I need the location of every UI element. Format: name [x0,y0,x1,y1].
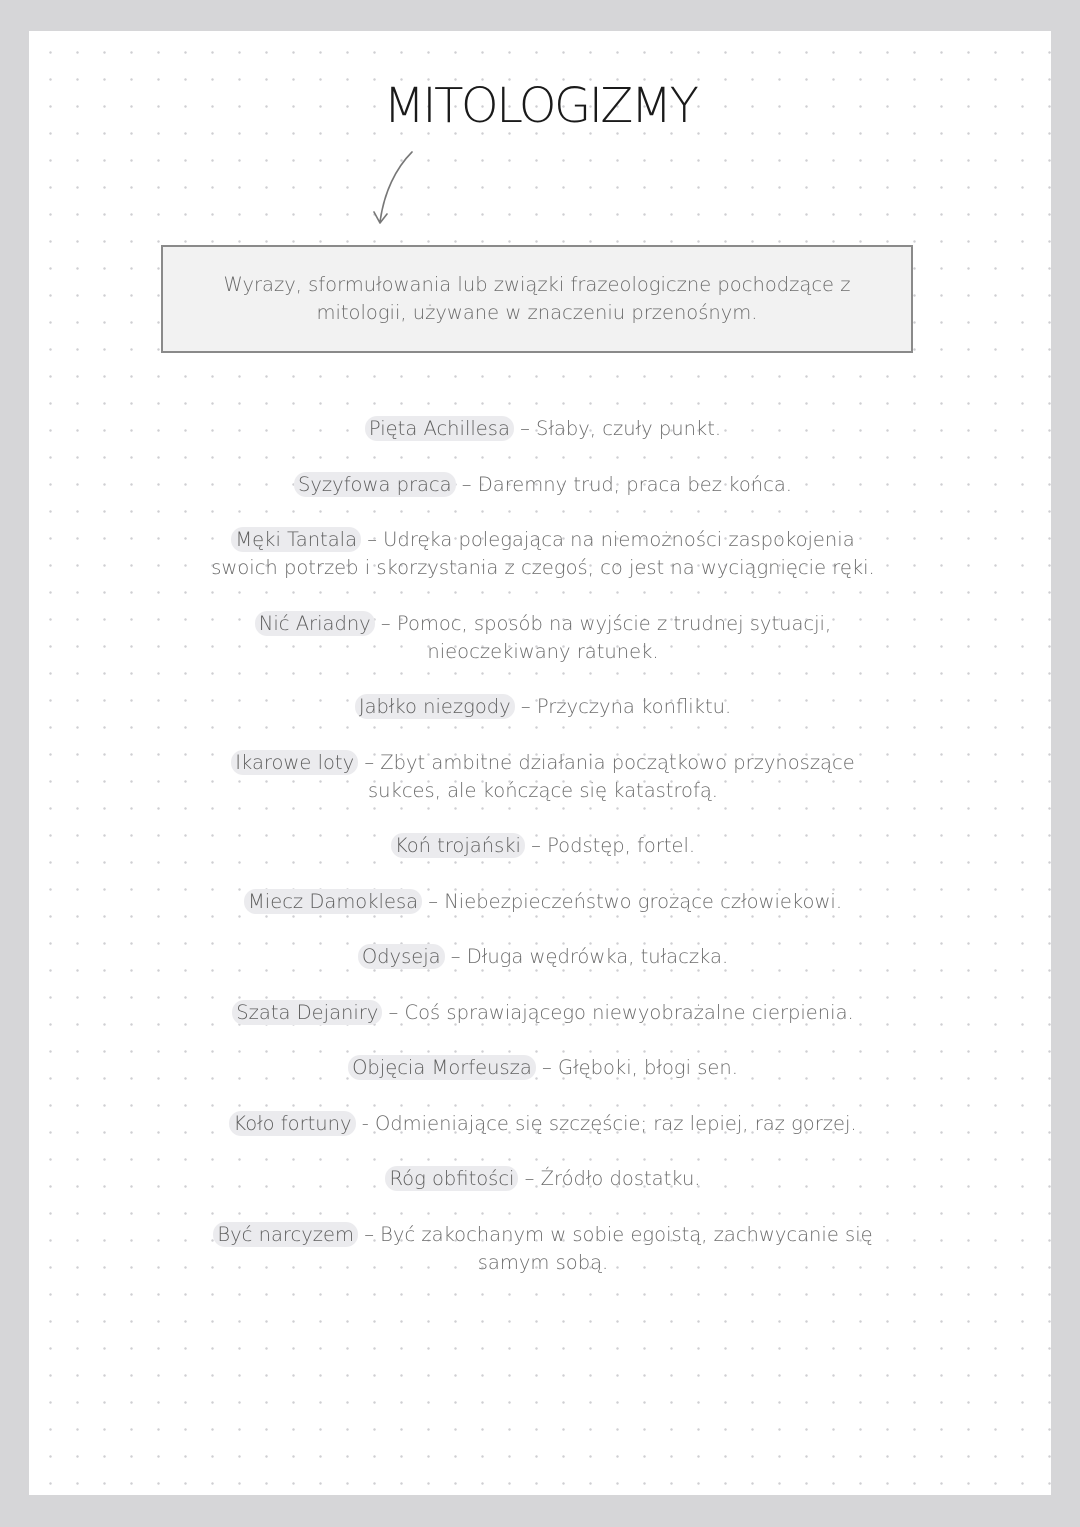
term-meaning: – Podstęp, fortel. [524,834,696,857]
term-meaning: – Przyczyna konfliktu. [514,695,732,718]
page-title: MITOLOGIZMY [383,78,697,134]
list-item [200,832,886,860]
term-highlight: Syzyfowa praca [294,472,456,497]
term-highlight: Ikarowe loty [231,750,358,775]
definition-box [161,245,913,353]
term-meaning: – Zbyt ambitne działania początkowo przynoszące sukces, ale kończące się katastrofą. [358,750,855,802]
term-highlight: Szata Dejaniry [232,1000,382,1025]
term-highlight: Odyseja [358,944,445,969]
term-highlight: Pięta Achillesa [365,416,514,441]
arrow-down-icon [370,148,420,230]
list-item [200,1110,886,1138]
term-meaning: – Niebezpieczeństwo grożące człowiekowi. [422,889,843,913]
term-highlight: Koło fortuny [229,1111,355,1136]
term-highlight: Męki Tantala [231,527,361,552]
mythologism-list [200,415,886,1304]
list-item [200,693,886,721]
term-highlight: Być narcyzem [213,1222,358,1247]
term-highlight: Miecz Damoklesa [244,889,422,914]
definition-text: Wyrazy, sformułowania lub związki frazeologiczne pochodzące z mitologii, używane w znaczeniu przenośnym. [223,273,851,324]
term-meaning: – Głęboki, błogi sen. [535,1056,738,1079]
term-meaning: - Odmieniające się szczęście; raz lepiej, raz gorzej. [355,1111,857,1135]
term-meaning: – Daremny trud, praca bez końca. [455,472,792,496]
list-item [200,471,886,499]
list-item [200,888,886,916]
term-highlight: Nić Ariadny [255,611,375,636]
term-meaning: – Być zakochanym w sobie egoistą, zachwycanie się samym sobą. [358,1222,873,1274]
term-meaning: – Słaby, czuły punkt. [513,417,722,440]
term-highlight: Objęcia Morfeusza [348,1055,536,1080]
list-item [200,1221,886,1277]
list-item [200,526,886,582]
term-meaning: – Źródło dostatku. [518,1167,701,1190]
list-item [200,1054,886,1082]
term-highlight: Jabłko niezgody [355,694,515,719]
list-item [200,749,886,805]
list-item [200,1165,886,1193]
term-highlight: Róg obfitości [385,1166,518,1191]
term-meaning: – Coś sprawiającego niewyobrażalne cierpienia. [382,1000,854,1024]
list-item [200,999,886,1027]
term-meaning: – Pomoc, sposób na wyjście z trudnej sytuacji, nieoczekiwany ratunek. [374,611,832,663]
list-item [200,610,886,666]
term-meaning: – Udręka polegająca na niemożności zaspokojenia swoich potrzeb i skorzystania z czegoś, co jest na wyciągnięcie ręki. [211,528,875,579]
list-item [200,943,886,971]
list-item [200,415,886,443]
term-meaning: – Długa wędrówka, tułaczka. [444,945,729,968]
term-highlight: Koń trojański [391,833,525,858]
